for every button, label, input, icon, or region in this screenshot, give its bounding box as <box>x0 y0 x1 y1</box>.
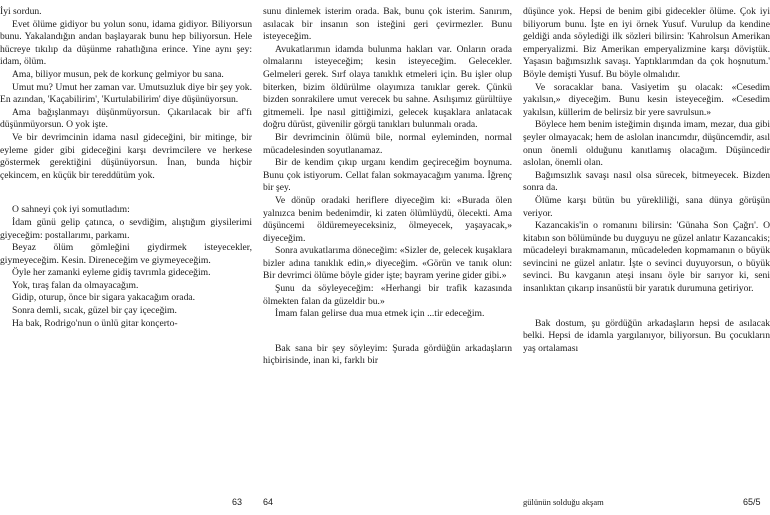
column-left <box>0 6 252 330</box>
paragraph: Yok, tıraş falan da olmayacağım. <box>12 279 139 291</box>
paragraph: O sahneyi çok iyi somutladım: <box>12 204 130 216</box>
paragraph: Ama bağışlanmayı düşünmüyorsun. Çıkarılacak bir af'fı düşünmüyorsun. O yok işte. <box>0 106 252 131</box>
paragraph: Beyaz ölüm gömleğini giydirmek isteyecekler, giymeyeceğim. Kesin. Direneceğim ve giymeyeceğim. <box>0 242 252 266</box>
column-middle <box>263 6 512 368</box>
page-number-right: 65/5 <box>743 497 761 507</box>
paragraph: Kazancakis'in o romanını bilirsin: 'Günaha Son Çağrı'. O kitabın son bölümünde bu duyguyu ne güzel anlatır Kazancakis; mücadeleyi bırakmamanın, mücadeleden kopmamanın o büyük sevincini ne güzel anlatır. İşte o sevinci duyuyorsun, o büyük sevinci. Bu kavganın ateşi insanı öyle bir sarıyor ki, seni insanlıktan çıkarıp insanüstü bir yaratık durumuna getiriyor. <box>523 220 770 295</box>
paragraph: Bağımsızlık savaşı nasıl olsa sürecek, bitmeyecek. Bizden sonra da. <box>523 169 770 194</box>
paragraph: Bir de kendim çıkıp urganı kendim geçireceğim boynuma. Bunu çok istiyorum. Cellat falan sokmayacağım yanıma. İğrenç bir şey. <box>263 157 512 194</box>
section-gap <box>523 296 770 318</box>
paragraph: Ve bir devrimcinin idama nasıl gideceğini, bir mitinge, bir eyleme gider gibi gideceğini karşı devrimcilere ve herkese göstermek gerektiğini düşünüyorsun. İnan, bunda hiçbir çekincem, en küçük bir tereddütüm yok. <box>0 131 252 181</box>
paragraph: Şunu da söyleyeceğim: «Herhangi bir trafik kazasında ölmekten falan da güzeldir bu.» <box>263 283 512 307</box>
paragraph: Ölüme karşı bütün bu yürekliliği, sana dünya görüşün veriyor. <box>523 194 770 219</box>
paragraph: Ama, biliyor musun, pek de korkunç gelmiyor bu sana. <box>12 68 224 80</box>
page-number-left: 63 <box>232 497 243 507</box>
section-gap <box>263 321 512 343</box>
paragraph: Sonra avukatlarıma döneceğim: «Sizler de, gelecek kuşaklara bizler adına tanıklık edin,» diyeceğim. «Görün ve tanık olun: Bir devrimci ölüme böyle gider işte; bayram yerine gider gibi.» <box>263 245 512 282</box>
page-number-middle: 64 <box>263 497 274 507</box>
paragraph: Ve soracaklar bana. Vasiyetim şu olacak: «Cesedim yakılsın,» diyeceğim. Bunu kesin isteyeceğim. «Cesedim yakılsın, küllerim de belirsiz bir yere savrulsun.» <box>523 81 770 118</box>
paragraph: Bir devrimcinin ölümü bile, normal eyleminden, normal mücadelesinden soyutlanamaz. <box>263 131 512 156</box>
paragraph: Bak sana bir şey söyleyim: Şurada gördüğün arkadaşların hiçbirisinde, inan ki, farklı bir <box>263 342 512 367</box>
paragraph: sunu dinlemek isterim orada. Bak, bunu çok isterim. Sanırım, asılacak bir insanın son isteğini geri çevirmezler. Bunu isteyeceğim. <box>263 6 512 43</box>
paragraph: Bak dostum, şu gördüğün arkadaşların hepsi de asılacak belki. Hepsi de idamla yargılanıyor, biliyorsun. Bu çocukların yaş ortalaması <box>523 317 770 354</box>
paragraph: Ha bak, Rodrigo'nun o ünlü gitar konçerto- <box>12 317 178 329</box>
paragraph: İyi sordun. <box>0 6 42 17</box>
paragraph: Avukatlarımın idamda bulunma hakları var. Onların orada olmalarını isteyeceğim; kesin isteyeceğim. Gelecekler. Gelmeleri gerek. Sırf olaya tanıklık etmeleri için. Bu işler olup biterken, bizim öldürülme olayımıza tanıklar gerek. Çünkü bizden sonrakilere umut verecek bu sahne. Asılışımız gürültüye gitmemeli. İpe nasıl gittiğimizi, gelecek kuşaklara anlatacak doğru dürüst, güvenilir görgü tanıkları bulunmalı orada. <box>263 43 512 131</box>
paragraph: Evet ölüme gidiyor bu yolun sonu, idama gidiyor. Biliyorsun bunu. Yakalandığın andan başlayarak bunu hep biliyorsun. Hele hücreye tıkılıp da düşünme rahatlığına erince. Yine aynı şey: idam, ölüm. <box>0 18 252 68</box>
running-title: gülünün solduğu akşam <box>523 497 604 507</box>
column-right <box>523 6 770 355</box>
paragraph: Böylece hem benim isteğimin dışında imam, mezar, dua gibi şeyler olmayacak; hem de aslolan inancımdır, düşüncemdir, asıl onun önemli olduğunu kanıtlamış olacağım. Düşüncedir aslolan, önemli olan. <box>523 119 770 169</box>
paragraph: İdam günü gelip çatınca, o sevdiğim, alıştığım giysilerimi giyeceğim: postallarımı, parkamı. <box>0 216 252 241</box>
section-gap <box>0 182 252 204</box>
paragraph: Gidip, oturup, önce bir sigara yakacağım orada. <box>12 292 196 304</box>
paragraph: Umut mu? Umut her zaman var. Umutsuzluk diye bir şey yok. En azından, 'Kaçabilirim', 'Kurtulabilirim' diye düşünüyorsun. <box>0 81 252 106</box>
paragraph: düşünce yok. Hepsi de benim gibi gidecekler ölüme. Çok iyi biliyorum bunu. İşte en iyi örnek Yusuf. Vurulup da kendine geldiği anda söylediği ilk sözleri bilirsin: 'Kahrolsun Amerikan emperyalizmi. Biz Amerikan emperyalizmine karşı döviştük. Yaşasın bağımsızlık savaşı. Yaptıklarımdan da çok hoşnutum.' Böyle demişti Yusuf. Bu böyle olmalıdır. <box>523 6 770 80</box>
paragraph: Sonra demli, sıcak, güzel bir çay içeceğim. <box>12 305 177 317</box>
paragraph: Öyle her zamanki eyleme gidiş tavrımla gideceğim. <box>12 267 211 279</box>
paragraph: Ve dönüp oradaki heriflere diyeceğim ki: «Burada ölen yalnızca benim bedenimdir, ki zaten ölümlüydü, ölecekti. Ama düşüncemi öldüremeyeceksiniz, ölmeyecek, yaşayacak,» diyeceğim. <box>263 194 512 244</box>
paragraph: İmam falan gelirse dua mua etmek için ...tir edeceğim. <box>275 308 485 320</box>
